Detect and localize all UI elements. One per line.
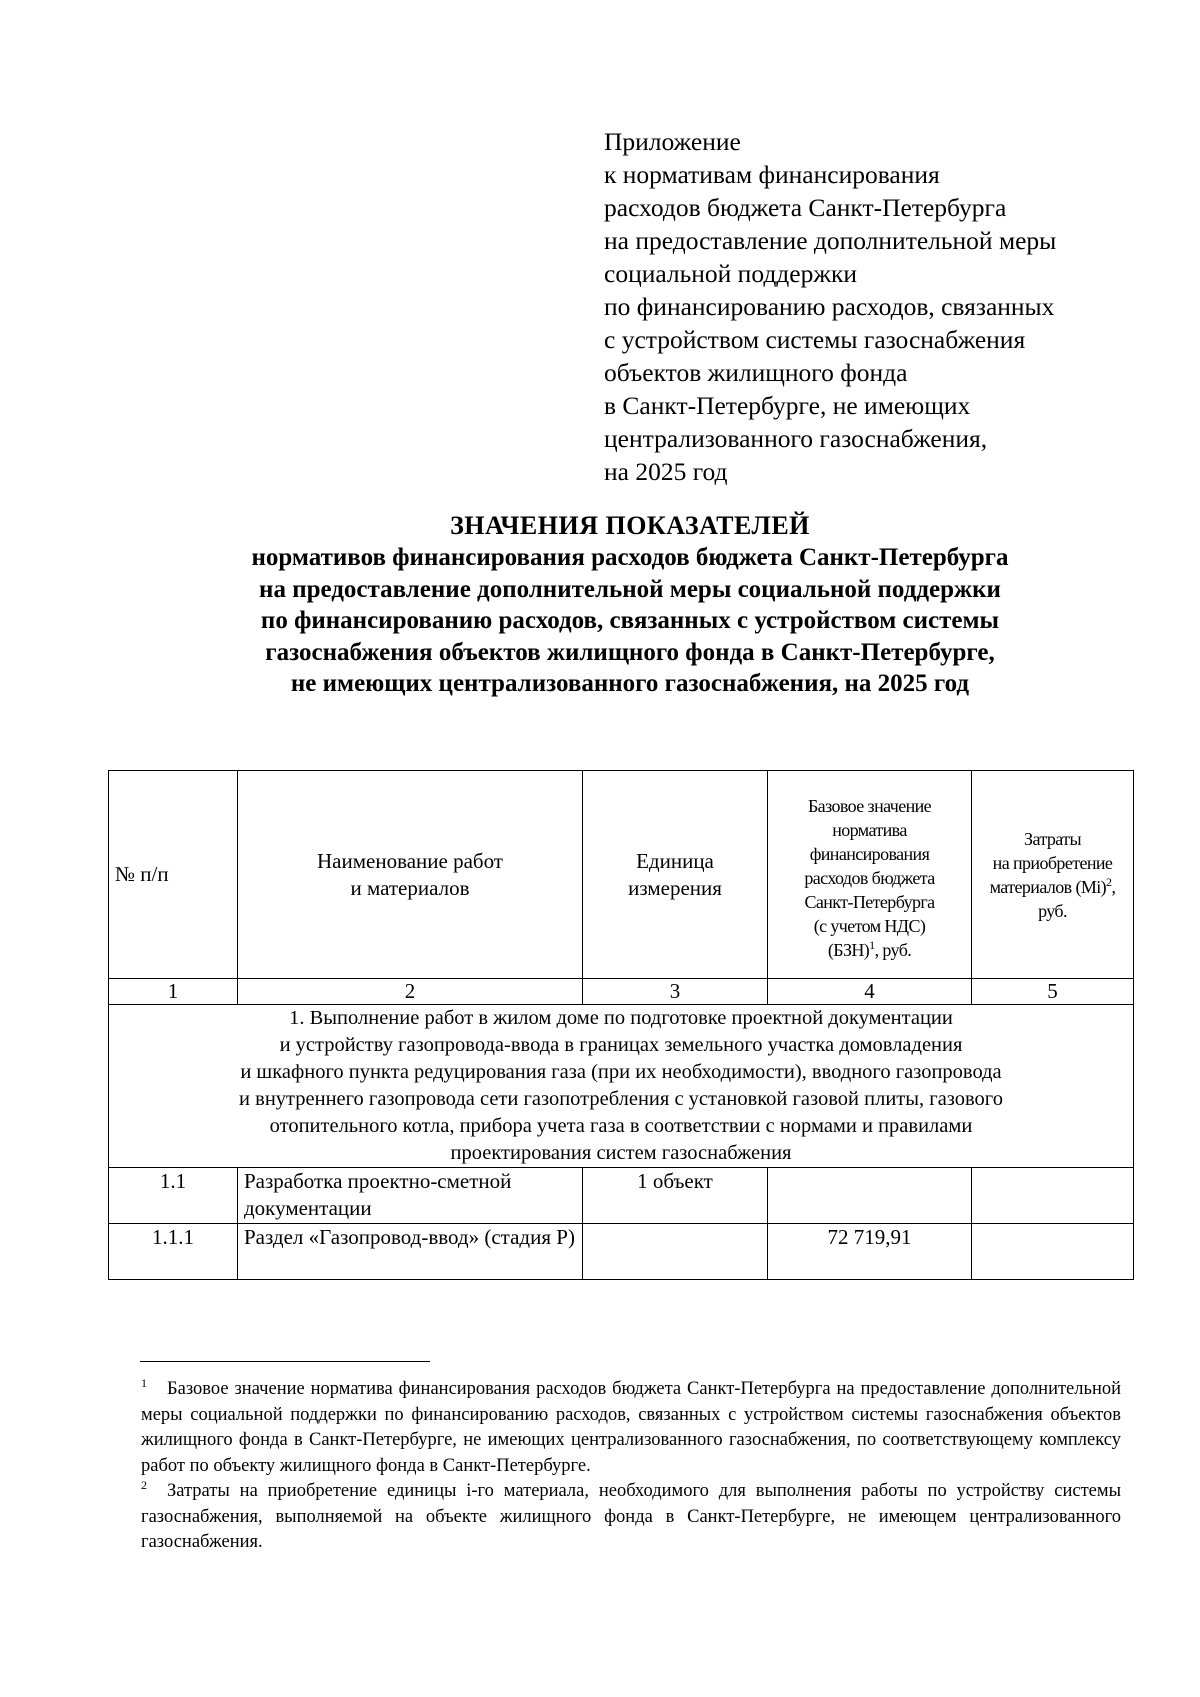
footnote-2 [141,1479,1121,1556]
footnote-separator [140,1361,430,1362]
header-bzn-tail: , руб. [874,939,912,960]
title-sub-line: не имеющих централизованного газоснабжения, на 2025 год [290,670,970,697]
column-number: 2 [238,979,583,1005]
appendix-line: в Санкт-Петербурге, не имеющих [604,391,971,420]
table-row [109,1168,1134,1224]
section-title-line: и устройству газопровода-ввода в границах земельного участка домовладения [279,1034,963,1056]
header-bzn-abbr: (БЗН) [827,939,870,960]
footnote-mark: 2 [141,1477,147,1492]
column-number: 4 [768,979,972,1005]
column-number-row [109,979,1134,1005]
section-title [109,1005,1134,1168]
appendix-line: социальной поддержки [604,259,858,288]
section-title-line: проектирования систем газоснабжения [450,1142,792,1164]
header-bzn-line: норматива [832,819,907,840]
title-sub-line: нормативов финансирования расходов бюджета Санкт-Петербурга [251,544,1009,571]
header-mi-line: на приобретение [992,852,1113,873]
row-number: 1.1.1 [109,1224,238,1280]
footnote-text: Базовое значение норматива финансирования расходов бюджета Санкт-Петербурга на предоставление дополнительной меры социальной поддержки по финансированию расходов, связанных с устройством системы газоснабжения объектов жилищного фонда в Санкт-Петербурге, не имеющих централизованного газоснабжения, по соответствующему комплексу работ по объекту жилищного фонда в Санкт-Петербурге. [141,1379,1121,1476]
header-bzn-line: расходов бюджета [804,867,935,888]
row-number: 1.1 [109,1168,238,1224]
document-title [60,510,1200,700]
footnote-mark: 1 [141,1375,147,1390]
header-name-line: Наименование работ [317,848,503,873]
table-header-row [109,771,1134,979]
column-number: 1 [109,979,238,1005]
header-name [238,771,583,979]
row-unit: 1 объект [583,1168,768,1224]
appendix-line: на предоставление дополнительной меры [604,226,1057,255]
title-sub-line: на предоставление дополнительной меры социальной поддержки [259,575,1001,603]
appendix-line: централизованного газоснабжения, [604,424,988,453]
appendix-line: к нормативам финансирования [604,160,940,189]
title-sub-line: по финансированию расходов, связанных с устройством системы [260,607,1000,634]
header-number-label: № п/п [115,862,169,886]
header-bzn-line-last [774,938,965,962]
section-title-line: 1. Выполнение работ в жилом доме по подготовке проектной документации [289,1007,953,1029]
header-name-line: и материалов [350,875,470,900]
header-unit [583,771,768,979]
row-mi [972,1168,1134,1224]
header-unit-line: Единица [636,848,714,873]
column-number: 3 [583,979,768,1005]
appendix-line: Приложение [604,127,741,156]
appendix-line: расходов бюджета Санкт-Петербурга [604,193,1007,222]
header-bzn-line: (с учетом НДС) [813,915,926,936]
section-title-line: отопительного котла, прибора учета газа в соответствии с нормами и правилами [269,1115,973,1137]
footnote-ref-1: 1 [869,937,875,952]
header-bzn-line: финансирования [809,843,930,864]
footnotes [141,1377,1121,1556]
column-number: 5 [972,979,1134,1005]
header-mi-tail: , [1111,876,1116,897]
row-name: Разработка проектно-сметной документации [238,1168,583,1224]
footnote-text: Затраты на приобретение единицы i-го материала, необходимого для выполнения работы по устройству системы газоснабжения, выполняемой на объекте жилищного фонда в Санкт-Петербурге, не имеющем централизованного газоснабжения. [141,1481,1121,1552]
footnote-1 [141,1377,1121,1479]
header-mi-line: руб. [1038,900,1067,921]
footnote-ref-2: 2 [1106,874,1112,889]
appendix-block [604,125,1124,488]
row-unit [583,1224,768,1280]
appendix-line: по финансированию расходов, связанных [604,292,1055,321]
appendix-line: объектов жилищного фонда [604,358,908,387]
section-title-line: и внутреннего газопровода сети газопотребления с установкой газовой плиты, газового [239,1088,1003,1110]
header-bzn-line: Санкт-Петербурга [804,891,935,912]
table-row [109,1224,1134,1280]
row-bzn: 72 719,91 [768,1224,972,1280]
appendix-line: на 2025 год [604,457,728,486]
row-mi [972,1224,1134,1280]
header-mi-text: материалов (Mi) [989,876,1107,897]
section-title-line: и шкафного пункта редуцирования газа (при их необходимости), вводного газопровода [240,1061,1002,1083]
header-unit-line: измерения [628,875,722,900]
appendix-line: с устройством системы газоснабжения [604,325,1026,354]
header-bzn-line: Базовое значение [807,795,932,816]
title-sub-line: газоснабжения объектов жилищного фонда в Санкт-Петербурге, [265,638,995,666]
row-name: Раздел «Газопровод-ввод» (стадия Р) [238,1224,583,1280]
title-main: ЗНАЧЕНИЯ ПОКАЗАТЕЛЕЙ [450,511,810,540]
header-number [109,771,238,979]
header-mi-line: Затраты [1024,828,1081,849]
row-bzn [768,1168,972,1224]
header-bzn [768,771,972,979]
header-mi-line [974,875,1131,899]
section-row [109,1005,1134,1168]
header-mi [972,771,1134,979]
norms-table [108,770,1134,1280]
